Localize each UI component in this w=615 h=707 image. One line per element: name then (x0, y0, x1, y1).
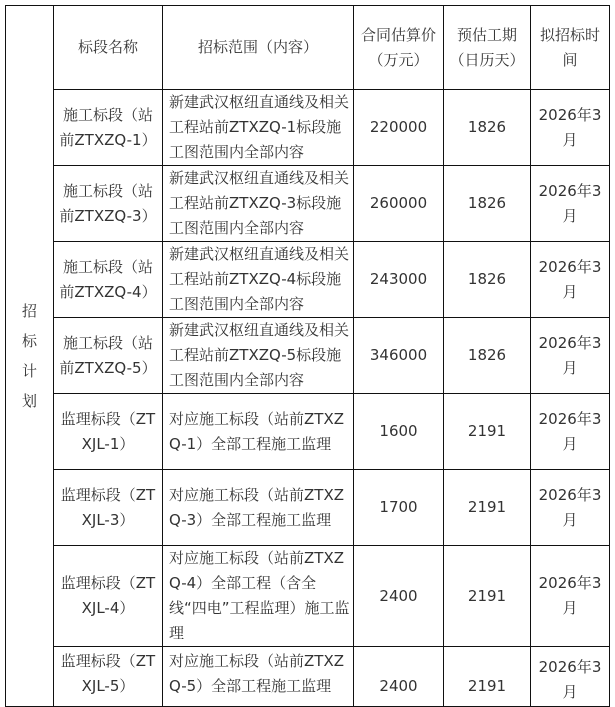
section-name-cell: 施工标段（站前ZTXZQ-5） (54, 318, 163, 394)
scope-cell: 新建武汉枢纽直通线及相关工程站前ZTXZQ-5标段施工图范围内全部内容 (163, 318, 354, 394)
header-price: 合同估算价（万元） (354, 6, 444, 90)
section-name-cell: 施工标段（站前ZTXZQ-3） (54, 166, 163, 242)
price-cell: 243000 (354, 242, 444, 318)
tender-plan-table (5, 5, 610, 707)
tender-time-cell: 2026年3月 (531, 647, 610, 707)
duration-cell: 2191 (444, 394, 531, 470)
tender-time-cell: 2026年3月 (531, 90, 610, 166)
header-row (6, 6, 610, 90)
price-cell: 2400 (354, 647, 444, 707)
duration-cell: 1826 (444, 166, 531, 242)
tender-time-cell: 2026年3月 (531, 318, 610, 394)
tender-time-cell: 2026年3月 (531, 394, 610, 470)
tender-time-cell: 2026年3月 (531, 546, 610, 647)
duration-cell: 2191 (444, 546, 531, 647)
duration-cell: 1826 (444, 242, 531, 318)
duration-cell: 2191 (444, 647, 531, 707)
section-name-cell: 施工标段（站前ZTXZQ-1） (54, 90, 163, 166)
duration-cell: 1826 (444, 90, 531, 166)
header-section-name: 标段名称 (54, 6, 163, 90)
scope-cell: 新建武汉枢纽直通线及相关工程站前ZTXZQ-3标段施工图范围内全部内容 (163, 166, 354, 242)
header-tender-time: 拟招标时间 (531, 6, 610, 90)
scope-cell: 新建武汉枢纽直通线及相关工程站前ZTXZQ-4标段施工图范围内全部内容 (163, 242, 354, 318)
tender-time-cell: 2026年3月 (531, 166, 610, 242)
price-cell: 2400 (354, 546, 444, 647)
side-label: 招标计划 (21, 302, 37, 410)
table-row (6, 394, 610, 470)
scope-cell: 新建武汉枢纽直通线及相关工程站前ZTXZQ-1标段施工图范围内全部内容 (163, 90, 354, 166)
table-row (6, 242, 610, 318)
duration-cell: 2191 (444, 470, 531, 546)
tender-time-cell: 2026年3月 (531, 470, 610, 546)
header-duration: 预估工期（日历天） (444, 6, 531, 90)
table-row (6, 90, 610, 166)
duration-cell: 1826 (444, 318, 531, 394)
scope-cell: 对应施工标段（站前ZTXZQ-3）全部工程施工监理 (163, 470, 354, 546)
scope-cell: 对应施工标段（站前ZTXZQ-1）全部工程施工监理 (163, 394, 354, 470)
table-row (6, 318, 610, 394)
table-row (6, 647, 610, 707)
section-name-cell: 监理标段（ZTXJL-3） (54, 470, 163, 546)
section-name-cell: 监理标段（ZTXJL-1） (54, 394, 163, 470)
table-row (6, 470, 610, 546)
section-name-cell: 监理标段（ZTXJL-5） (54, 647, 163, 707)
header-scope: 招标范围（内容） (163, 6, 354, 90)
scope-cell: 对应施工标段（站前ZTXZQ-4）全部工程（含全线“四电”工程监理）施工监理 (163, 546, 354, 647)
table-row (6, 166, 610, 242)
price-cell: 220000 (354, 90, 444, 166)
price-cell: 1700 (354, 470, 444, 546)
section-name-cell: 施工标段（站前ZTXZQ-4） (54, 242, 163, 318)
scope-cell: 对应施工标段（站前ZTXZQ-5）全部工程施工监理 (163, 647, 354, 707)
table-row (6, 546, 610, 647)
price-cell: 260000 (354, 166, 444, 242)
price-cell: 346000 (354, 318, 444, 394)
side-label-cell (6, 6, 54, 707)
section-name-cell: 监理标段（ZTXJL-4） (54, 546, 163, 647)
tender-time-cell: 2026年3月 (531, 242, 610, 318)
price-cell: 1600 (354, 394, 444, 470)
